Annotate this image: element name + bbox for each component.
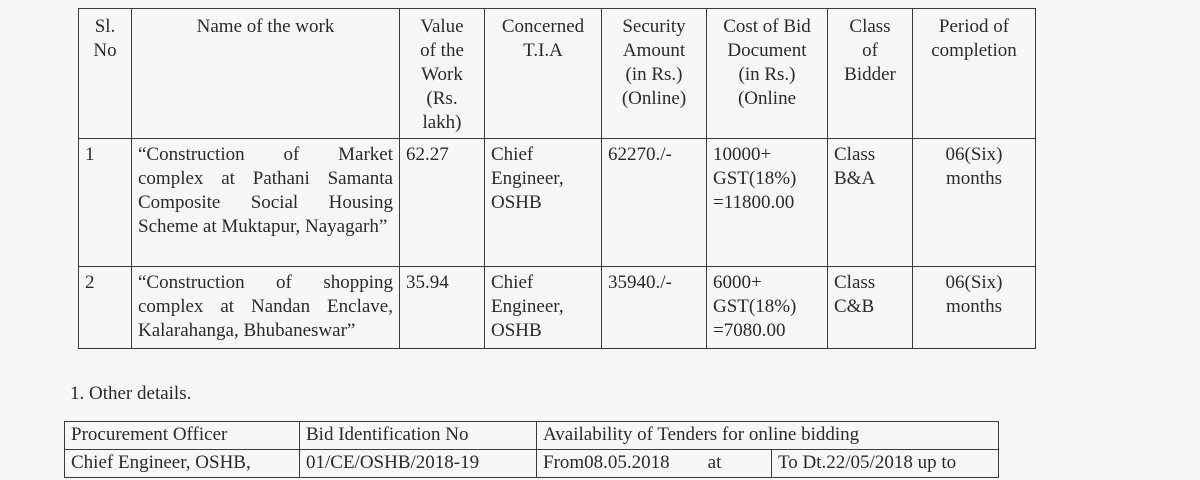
other-details-table xyxy=(64,421,999,478)
row-tia: Chief Engineer, OSHB xyxy=(485,139,602,267)
header-sl-no: Sl. No xyxy=(79,9,132,139)
header-name-of-work: Name of the work xyxy=(132,9,400,139)
header-availability: Availability of Tenders for online bidding xyxy=(537,422,999,450)
row-cost: 6000+ GST(18%) =7080.00 xyxy=(707,267,828,349)
header-security-amount: Security Amount (in Rs.) (Online) xyxy=(602,9,707,139)
row-period: 06(Six) months xyxy=(913,267,1036,349)
works-table xyxy=(78,8,1036,349)
header-class-of-bidder: Class of Bidder xyxy=(828,9,913,139)
row-tia: Chief Engineer, OSHB xyxy=(485,267,602,349)
row-bid-identification: 01/CE/OSHB/2018-19 xyxy=(300,450,537,478)
row-sl-no: 1 xyxy=(79,139,132,267)
table-row xyxy=(79,139,1036,267)
row-security: 35940./- xyxy=(602,267,707,349)
header-period: Period of completion xyxy=(913,9,1036,139)
row-value: 35.94 xyxy=(400,267,485,349)
table-row xyxy=(79,267,1036,349)
row-value: 62.27 xyxy=(400,139,485,267)
other-details-heading: 1. Other details. xyxy=(70,383,192,404)
header-concerned-tia: Concerned T.I.A xyxy=(485,9,602,139)
header-value-of-work: Value of the Work (Rs. lakh) xyxy=(400,9,485,139)
row-security: 62270./- xyxy=(602,139,707,267)
row-sl-no: 2 xyxy=(79,267,132,349)
other-header-row xyxy=(65,422,999,450)
row-availability-to: To Dt.22/05/2018 up to xyxy=(772,450,999,478)
row-class: Class C&B xyxy=(828,267,913,349)
row-cost: 10000+ GST(18%) =11800.00 xyxy=(707,139,828,267)
header-procurement-officer: Procurement Officer xyxy=(65,422,300,450)
row-availability-from: From08.05.2018 at xyxy=(537,450,772,478)
row-name-of-work: “Construction of shopping complex at Nandan Enclave, Kalarahanga, Bhubaneswar” xyxy=(132,267,400,349)
row-class: Class B&A xyxy=(828,139,913,267)
table-row xyxy=(65,450,999,478)
works-header-row xyxy=(79,9,1036,139)
row-period: 06(Six) months xyxy=(913,139,1036,267)
header-bid-identification: Bid Identification No xyxy=(300,422,537,450)
row-name-of-work: “Construction of Market complex at Pathani Samanta Composite Social Housing Scheme at Muktapur, Nayagarh” xyxy=(132,139,400,267)
row-procurement-officer: Chief Engineer, OSHB, xyxy=(65,450,300,478)
header-cost-of-bid: Cost of Bid Document (in Rs.) (Online xyxy=(707,9,828,139)
